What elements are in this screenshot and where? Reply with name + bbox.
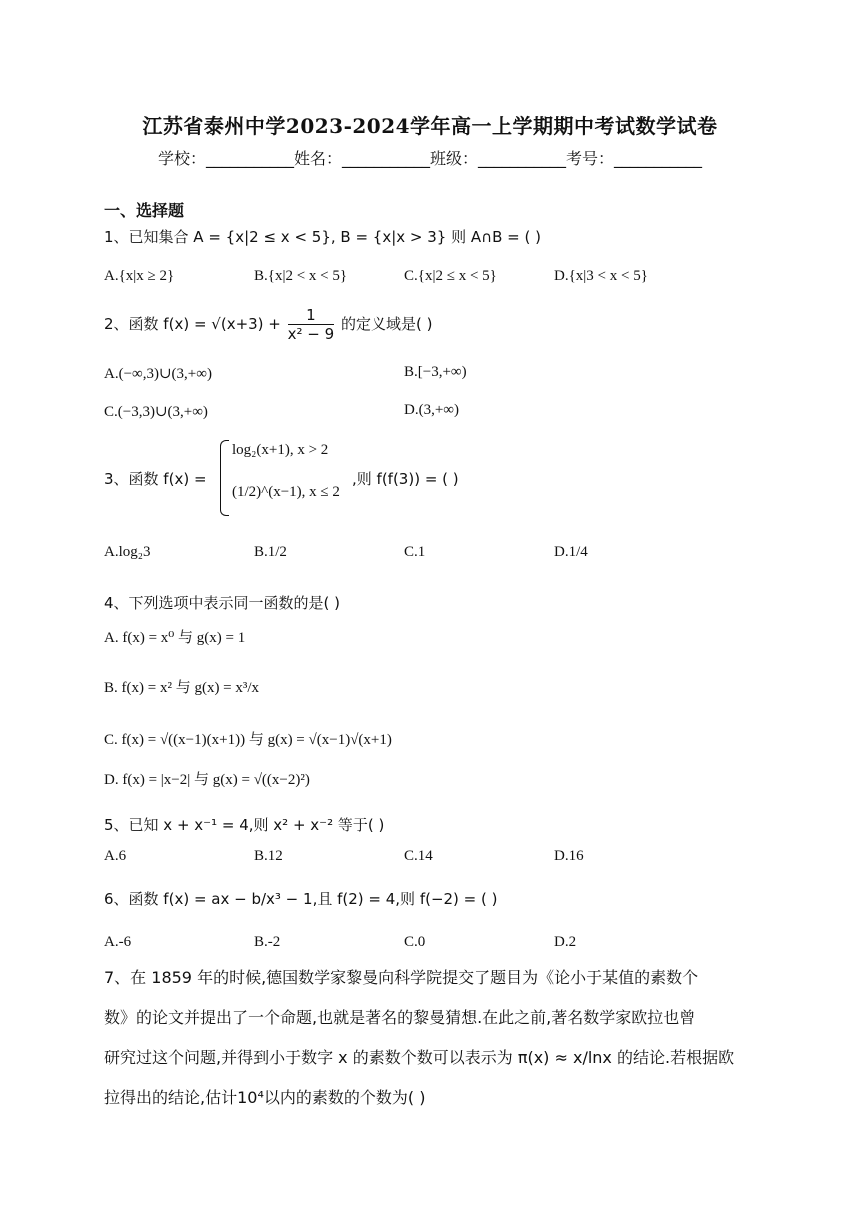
q4-option-c: C. f(x) = √((x−1)(x+1)) 与 g(x) = √(x−1)√(x+1) <box>104 732 392 748</box>
q3-option-b: B.1/2 <box>254 544 287 560</box>
q1-option-c: C.{x|2 ≤ x < 5} <box>404 268 497 284</box>
q1-option-d: D.{x|3 < x < 5} <box>554 268 648 284</box>
q1-option-a: A.{x|x ≥ 2} <box>104 268 175 284</box>
q3-stem-post: ,则 f(f(3)) = ( ) <box>352 470 459 488</box>
question-5-stem: 5、已知 x + x⁻¹ = 4,则 x² + x⁻² 等于( ) <box>104 816 385 834</box>
question-4-stem: 4、下列选项中表示同一函数的是( ) <box>104 594 341 612</box>
section-heading: 一、选择题 <box>104 201 185 220</box>
q3-option-c: C.1 <box>404 544 426 560</box>
q7-line-1: 7、在 1859 年的时候,德国数学家黎曼向科学院提交了题目为《论小于某值的素数个 <box>104 968 699 987</box>
exam-title: 江苏省泰州中学2023-2024学年高一上学期期中考试数学试卷 <box>142 114 718 138</box>
q6-option-b: B.-2 <box>254 934 281 950</box>
q6-option-c: C.0 <box>404 934 426 950</box>
q3-piecewise-brace <box>220 440 229 516</box>
q2-denominator: x² − 9 <box>287 325 335 343</box>
q2-fraction <box>288 306 335 343</box>
q1-option-b: B.{x|2 < x < 5} <box>254 268 348 284</box>
question-2-stem <box>104 306 432 343</box>
q2-numerator: 1 <box>288 306 335 325</box>
question-7-paragraph <box>104 958 764 1118</box>
q7-line-2: 数》的论文并提出了一个命题,也就是著名的黎曼猜想.在此之前,著名数学家欧拉也曾 <box>104 1008 696 1027</box>
q2-option-a: A.(−∞,3)∪(3,+∞) <box>104 366 212 382</box>
q5-option-d: D.16 <box>554 848 584 864</box>
q3-case-1: log₂(x+1), x > 2 <box>232 442 329 458</box>
q2-option-b: B.[−3,+∞) <box>404 364 467 380</box>
q4-option-a: A. f(x) = x⁰ 与 g(x) = 1 <box>104 630 246 646</box>
q6-option-d: D.2 <box>554 934 577 950</box>
q3-option-a: A.log₂3 <box>104 544 151 560</box>
q3-option-d: D.1/4 <box>554 544 588 560</box>
q3-stem-pre: 3、函数 f(x) = <box>104 470 207 488</box>
question-1-stem: 1、已知集合 A = {x|2 ≤ x < 5}, B = {x|x > 3} 则 A∩B = ( ) <box>104 228 541 246</box>
q2-stem-pre: 2、函数 f(x) = √(x+3) + <box>104 315 286 333</box>
q5-option-a: A.6 <box>104 848 127 864</box>
question-6-stem: 6、函数 f(x) = ax − b/x³ − 1,且 f(2) = 4,则 f(−2) = ( ) <box>104 890 498 908</box>
q4-option-d: D. f(x) = |x−2| 与 g(x) = √((x−2)²) <box>104 772 310 788</box>
q5-option-c: C.14 <box>404 848 433 864</box>
q2-stem-post: 的定义域是( ) <box>340 315 433 333</box>
q7-line-4: 拉得出的结论,估计10⁴以内的素数的个数为( ) <box>104 1088 426 1107</box>
q3-case-2: (1/2)^(x−1), x ≤ 2 <box>232 484 340 500</box>
q2-option-c: C.(−3,3)∪(3,+∞) <box>104 404 208 420</box>
q6-option-a: A.-6 <box>104 934 132 950</box>
student-info-fields: 学校：___________姓名：___________班级：___________考号：___________ <box>157 149 702 168</box>
q5-option-b: B.12 <box>254 848 283 864</box>
q2-option-d: D.(3,+∞) <box>404 402 459 418</box>
q7-line-3: 研究过这个问题,并得到小于数字 x 的素数个数可以表示为 π(x) ≈ x/lnx 的结论.若根据欧 <box>104 1048 735 1067</box>
q4-option-b: B. f(x) = x² 与 g(x) = x³/x <box>104 680 260 696</box>
